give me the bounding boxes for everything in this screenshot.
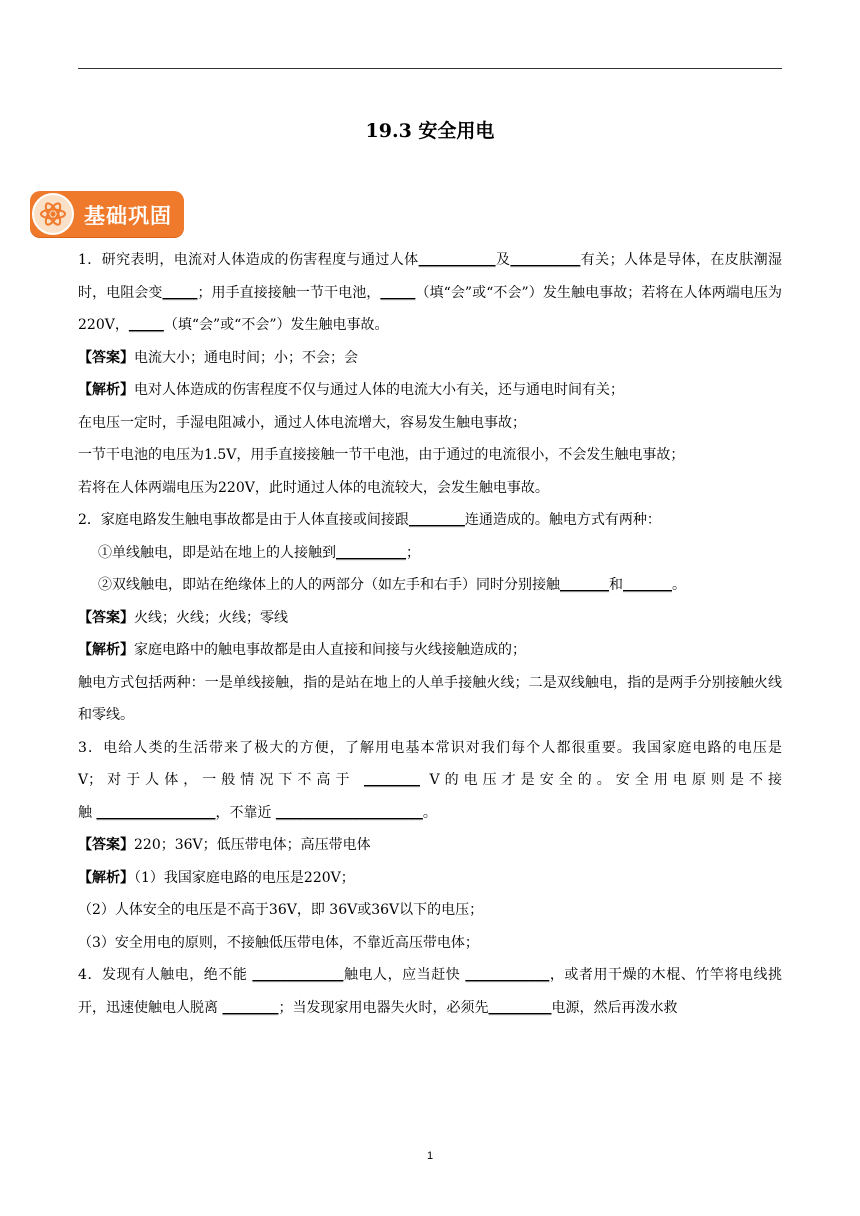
analysis-line: （2）人体安全的电压是不高于36V，即 36V或36V以下的电压； — [78, 902, 484, 918]
blank: _____ — [128, 317, 164, 333]
analysis-line: 一节干电池的电压为1.5V，用手直接接触一节干电池，由于通过的电流很小，不会发生触电事故； — [78, 447, 685, 463]
analysis-line: 在电压一定时，手湿电阻减小，通过人体电流增大，容易发生触电事故； — [78, 414, 526, 431]
question-3-line-1: 3．电给人类的生活带来了极大的方便，了解用电基本常识对我们每个人都很重要。我国家庭电路的电压是 — [78, 739, 782, 756]
blank: ________ — [363, 772, 420, 788]
answer-2: 【答案】火线；火线；火线；零线 — [78, 609, 288, 626]
section-badge — [30, 191, 184, 237]
analysis-line: 触电方式包括两种：一是单线接触，指的是站在地上的人单手接触火线；二是双线触电，指的是两手分别接触火线和零线。 — [78, 674, 782, 723]
analysis-3: 【解析】（1）我国家庭电路的电压是220V； — [78, 869, 355, 886]
blank: _________________ — [96, 804, 216, 821]
blank: _____ — [162, 284, 198, 301]
blank: _____________________ — [275, 804, 423, 821]
question-2-item-1: ①单线触电，即是站在地上的人接触到__________； — [98, 544, 420, 561]
question-3-line-2: V；对于人体，一般情况下不高于 ________ V的电压才是安全的。安全用电原则是不接 — [78, 772, 783, 788]
section-label: 基础巩固 — [84, 204, 172, 228]
blank: ___________ — [418, 252, 496, 268]
blank: __________ — [510, 252, 581, 268]
question-2-item-2: ②双线触电，即站在绝缘体上的人的两部分（如左手和右手）同时分别接触_______和_______。 — [98, 577, 686, 593]
blank: _____________ — [252, 967, 344, 983]
question-2: 2．家庭电路发生触电事故都是由于人体直接或间接跟________连通造成的。触电方式有两种： — [78, 512, 661, 528]
blank: _____ — [380, 284, 416, 301]
analysis-2: 【解析】家庭电路中的触电事故都是由人直接和间接与火线接触造成的； — [78, 642, 526, 658]
blank: ________ — [222, 999, 279, 1016]
analysis-line: 若将在人体两端电压为220V，此时通过人体的电流较大，会发生触电事故。 — [78, 479, 549, 496]
blank: ________ — [408, 512, 465, 528]
blank: ____________ — [465, 967, 550, 983]
page-number: 1 — [426, 1150, 434, 1162]
question-3-line-3: 触 _________________，不靠近 _____________________。 — [78, 804, 437, 821]
atom-icon — [32, 193, 74, 235]
page-title: 19.3 安全用电 — [365, 120, 495, 142]
analysis-1: 【解析】电对人体造成的伤害程度不仅与通过人体的电流大小有关，还与通电时间有关； — [78, 382, 624, 398]
blank: __________ — [336, 544, 406, 561]
document-body — [78, 244, 782, 1024]
analysis-line: （3）安全用电的原则，不接触低压带电体，不靠近高压带电体； — [78, 934, 479, 951]
answer-1: 【答案】电流大小；通电时间；小；不会；会 — [78, 349, 358, 366]
header-rule — [78, 68, 782, 69]
answer-3: 【答案】220；36V；低压带电体；高压带电体 — [78, 837, 371, 853]
blank: _______ — [560, 577, 609, 593]
blank: _______ — [623, 577, 672, 593]
blank: _________ — [488, 999, 552, 1016]
question-1: 1．研究表明，电流对人体造成的伤害程度与通过人体___________及__________有关；人体是导体，在皮肤潮湿时，电阻会变_____；用手直接接触一节干电池，_____（填“会”或“不会”）发生触电事故；若将在人体两端电压为220V，_____（填“会”或“不会”）发生触电事故。 — [78, 252, 783, 333]
question-4: 4．发现有人触电，绝不能 _____________触电人，应当赶快 ____________，或者用干燥的木棍、竹竿将电线挑开，迅速使触电人脱离 ________；当发现家用电器失火时，必须先_________电源，然后再泼水救 — [78, 967, 782, 1016]
